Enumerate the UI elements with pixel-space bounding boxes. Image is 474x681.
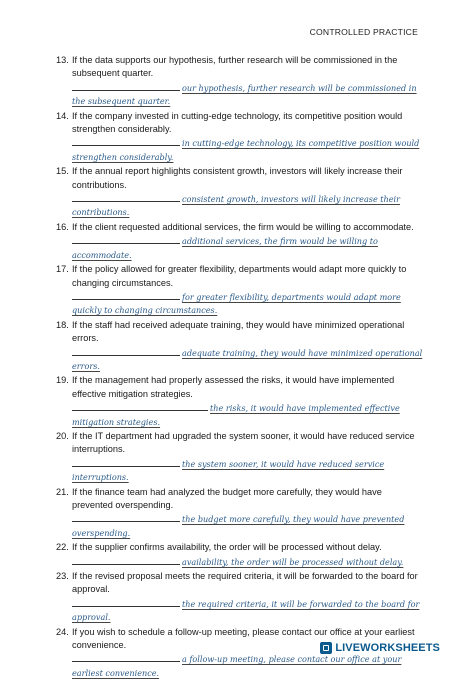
answer-text: availability, the order will be processed without delay. [182,556,404,567]
answer-text: the risks, it would have implemented effective mitigation strategies. [72,403,400,427]
exercise-item [56,54,424,109]
item-prompt: If the company invested in cutting-edge technology, its competitive position would strengthen considerably. [72,110,403,135]
item-prompt: If you wish to schedule a follow-up meeting, please contact our office at your earliest convenience. [72,626,415,651]
answer-line[interactable] [72,652,424,680]
logo-text: LIVEWORKSHEETS [335,642,440,654]
exercise-item [56,110,424,165]
item-number: 22. [56,542,69,553]
item-prompt: If the policy allowed for greater flexibility, departments would adapt more quickly to changing circumstances. [72,264,407,288]
item-number: 16. [56,221,69,232]
answer-blank[interactable] [72,457,180,467]
answer-text: in cutting-edge technology, its competitive position would strengthen considerably. [72,138,420,162]
exercise-item [56,263,424,318]
answer-blank[interactable] [72,81,180,91]
answer-text: for greater flexibility, departments would adapt more quickly to changing circumstances. [72,291,401,316]
item-prompt: If the client requested additional services, the firm would be willing to accommodate. [72,221,414,232]
answer-line[interactable] [72,81,424,109]
item-prompt: If the IT department had upgraded the system sooner, it would have reduced service interruptions. [72,430,415,455]
exercise-item [56,374,424,429]
answer-line[interactable] [72,290,424,318]
item-number: 18. [56,319,69,330]
answer-text: our hypothesis, further research will be commissioned in the subsequent quarter. [72,82,417,107]
answer-blank[interactable] [72,597,180,607]
item-prompt: If the annual report highlights consistent growth, investors will likely increase their contributions. [72,166,403,190]
item-prompt: If the revised proposal meets the required criteria, it will be forwarded to the board for approval. [72,571,418,595]
exercise-item [56,570,424,625]
item-number: 21. [56,486,69,497]
answer-blank[interactable] [72,512,180,522]
answer-text: additional services, the firm would be willing to accommodate. [72,236,378,260]
item-number: 17. [56,264,69,275]
answer-blank[interactable] [72,401,208,411]
answer-line[interactable] [72,346,424,374]
footer-logo [320,642,440,654]
answer-blank[interactable] [72,555,180,565]
answer-blank[interactable] [72,136,180,146]
item-prompt: If the supplier confirms availability, the order will be processed without delay. [72,542,382,553]
answer-blank[interactable] [72,290,180,300]
answer-text: the system sooner, it would have reduced service interruptions. [72,458,385,483]
item-number: 24. [56,626,69,637]
exercise-list [56,54,424,681]
liveworksheets-logo-icon [320,642,332,654]
item-number: 23. [56,571,69,582]
exercise-item [56,486,424,541]
answer-text: a follow-up meeting, please contact our office at your earliest convenience. [72,654,402,678]
answer-line[interactable] [72,512,424,540]
answer-blank[interactable] [72,346,180,356]
item-prompt: If the management had properly assessed the risks, it would have implemented effective mitigation strategies. [72,375,395,399]
answer-blank[interactable] [72,192,180,202]
item-number: 20. [56,430,69,441]
item-number: 19. [56,375,69,386]
exercise-item [56,319,424,374]
item-number: 14. [56,110,69,121]
answer-text: the budget more carefully, they would have prevented overspending. [72,514,405,538]
answer-line[interactable] [72,192,424,220]
answer-text: adequate training, they would have minimized operational errors. [72,347,423,371]
item-prompt: If the staff had received adequate training, they would have minimized operational errors. [72,319,405,344]
exercise-item [56,541,424,569]
answer-text: the required criteria, it will be forwarded to the board for approval. [72,598,420,623]
answer-line[interactable] [72,136,424,164]
answer-line[interactable] [72,597,424,625]
item-number: 15. [56,166,69,177]
item-prompt: If the data supports our hypothesis, further research will be commissioned in the subsequent quarter. [72,55,398,79]
answer-blank[interactable] [72,652,180,662]
answer-line[interactable] [72,457,424,485]
answer-line[interactable] [72,555,424,569]
answer-text: consistent growth, investors will likely increase their contributions. [72,194,401,218]
exercise-item [56,430,424,485]
page-header: CONTROLLED PRACTICE [309,27,418,37]
exercise-item [56,221,424,262]
exercise-item [56,165,424,220]
item-number: 13. [56,55,69,65]
answer-line[interactable] [72,234,424,262]
item-prompt: If the finance team had analyzed the budget more carefully, they would have prevented overspending. [72,486,382,510]
answer-line[interactable] [72,401,424,429]
answer-blank[interactable] [72,234,180,244]
